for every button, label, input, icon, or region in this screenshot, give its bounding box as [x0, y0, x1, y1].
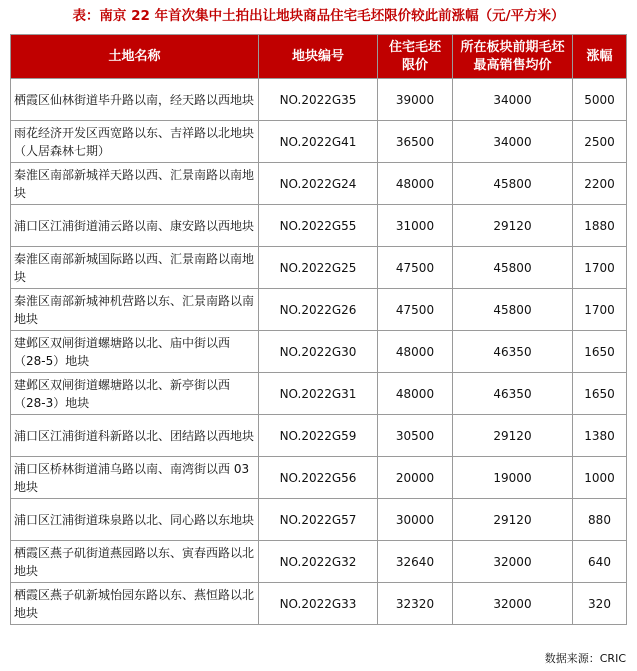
price-cap-cell: 48000 [378, 331, 453, 373]
increase-cell: 1650 [573, 373, 627, 415]
price-cap-cell: 30000 [378, 499, 453, 541]
table-header-row [11, 35, 627, 79]
land-name-cell: 秦淮区南部新城国际路以西、汇景南路以南地块 [11, 247, 259, 289]
land-name-cell: 浦口区江浦街道珠泉路以北、同心路以东地块 [11, 499, 259, 541]
table-row [11, 205, 627, 247]
price-cap-cell: 31000 [378, 205, 453, 247]
table-row [11, 79, 627, 121]
increase-cell: 1700 [573, 289, 627, 331]
header-land-name: 土地名称 [11, 35, 259, 79]
land-name-cell: 栖霞区燕子矶新城怡园东路以东、燕恒路以北地块 [11, 583, 259, 625]
land-name-cell: 浦口区江浦街道科新路以北、团结路以西地块 [11, 415, 259, 457]
land-name-cell: 秦淮区南部新城神机营路以东、汇景南路以南地块 [11, 289, 259, 331]
prev-max-cell: 29120 [453, 205, 573, 247]
table-row [11, 457, 627, 499]
increase-cell: 1880 [573, 205, 627, 247]
plot-no-cell: NO.2022G35 [259, 79, 378, 121]
prev-max-cell: 46350 [453, 331, 573, 373]
increase-cell: 1650 [573, 331, 627, 373]
plot-no-cell: NO.2022G57 [259, 499, 378, 541]
increase-cell: 1700 [573, 247, 627, 289]
land-price-table [10, 34, 627, 625]
price-cap-cell: 48000 [378, 373, 453, 415]
price-cap-cell: 47500 [378, 289, 453, 331]
plot-no-cell: NO.2022G56 [259, 457, 378, 499]
table-row [11, 541, 627, 583]
plot-no-cell: NO.2022G31 [259, 373, 378, 415]
prev-max-cell: 46350 [453, 373, 573, 415]
increase-cell: 2200 [573, 163, 627, 205]
land-name-cell: 建邺区双闸街道螺塘路以北、新亭街以西（28-3）地块 [11, 373, 259, 415]
table-row [11, 583, 627, 625]
header-increase: 涨幅 [573, 35, 627, 79]
price-cap-cell: 48000 [378, 163, 453, 205]
plot-no-cell: NO.2022G32 [259, 541, 378, 583]
price-cap-cell: 36500 [378, 121, 453, 163]
data-source-note: 数据来源：CRIC [544, 652, 626, 665]
prev-max-cell: 45800 [453, 247, 573, 289]
table-row [11, 499, 627, 541]
land-name-cell: 建邺区双闸街道螺塘路以北、庙中街以西（28-5）地块 [11, 331, 259, 373]
land-name-cell: 秦淮区南部新城祥天路以西、汇景南路以南地块 [11, 163, 259, 205]
price-cap-cell: 32320 [378, 583, 453, 625]
prev-max-cell: 29120 [453, 415, 573, 457]
increase-cell: 320 [573, 583, 627, 625]
plot-no-cell: NO.2022G55 [259, 205, 378, 247]
table-row [11, 331, 627, 373]
plot-no-cell: NO.2022G30 [259, 331, 378, 373]
price-cap-cell: 20000 [378, 457, 453, 499]
plot-no-cell: NO.2022G41 [259, 121, 378, 163]
header-prev-max-price: 所在板块前期毛坯最高销售均价 [453, 35, 573, 79]
prev-max-cell: 34000 [453, 121, 573, 163]
table-title: 表：南京 22 年首次集中土拍出让地块商品住宅毛坯限价较此前涨幅（元/平方米） [72, 8, 565, 24]
header-plot-no: 地块编号 [259, 35, 378, 79]
header-price-cap: 住宅毛坯限价 [378, 35, 453, 79]
increase-cell: 2500 [573, 121, 627, 163]
land-name-cell: 浦口区江浦街道浦云路以南、康安路以西地块 [11, 205, 259, 247]
increase-cell: 1000 [573, 457, 627, 499]
prev-max-cell: 32000 [453, 541, 573, 583]
prev-max-cell: 29120 [453, 499, 573, 541]
land-name-cell: 栖霞区仙林街道毕升路以南，经天路以西地块 [11, 79, 259, 121]
increase-cell: 640 [573, 541, 627, 583]
land-name-cell: 浦口区桥林街道浦乌路以南、南湾街以西 03 地块 [11, 457, 259, 499]
increase-cell: 1380 [573, 415, 627, 457]
plot-no-cell: NO.2022G26 [259, 289, 378, 331]
prev-max-cell: 19000 [453, 457, 573, 499]
prev-max-cell: 45800 [453, 163, 573, 205]
table-row [11, 289, 627, 331]
price-cap-cell: 39000 [378, 79, 453, 121]
prev-max-cell: 32000 [453, 583, 573, 625]
increase-cell: 5000 [573, 79, 627, 121]
plot-no-cell: NO.2022G25 [259, 247, 378, 289]
price-cap-cell: 47500 [378, 247, 453, 289]
land-name-cell: 栖霞区燕子矶街道燕园路以东、寅春西路以北地块 [11, 541, 259, 583]
land-name-cell: 雨花经济开发区西宽路以东、吉祥路以北地块（人居森林七期） [11, 121, 259, 163]
prev-max-cell: 45800 [453, 289, 573, 331]
increase-cell: 880 [573, 499, 627, 541]
price-cap-cell: 30500 [378, 415, 453, 457]
plot-no-cell: NO.2022G24 [259, 163, 378, 205]
table-row [11, 121, 627, 163]
plot-no-cell: NO.2022G59 [259, 415, 378, 457]
table-row [11, 373, 627, 415]
table-row [11, 415, 627, 457]
table-row [11, 163, 627, 205]
plot-no-cell: NO.2022G33 [259, 583, 378, 625]
prev-max-cell: 34000 [453, 79, 573, 121]
table-row [11, 247, 627, 289]
price-cap-cell: 32640 [378, 541, 453, 583]
